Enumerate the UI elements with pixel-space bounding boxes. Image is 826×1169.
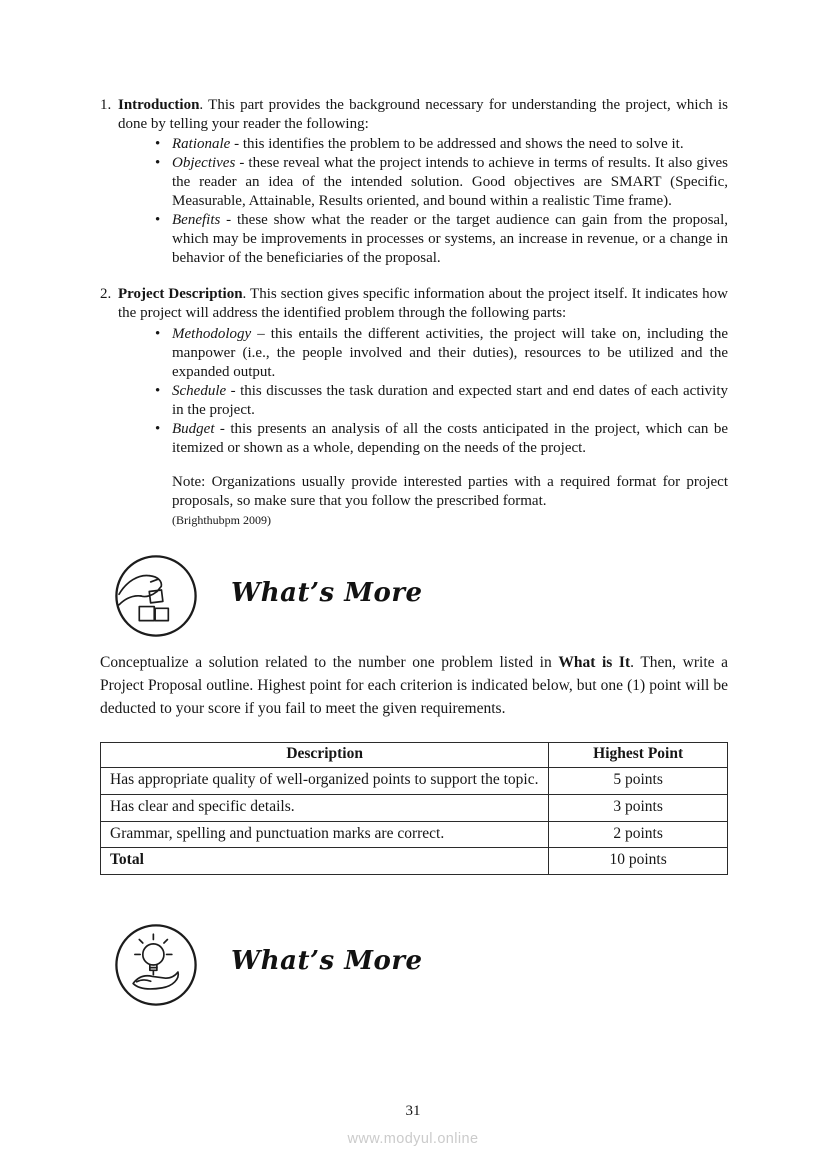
header-description: Description bbox=[101, 742, 549, 768]
bullet-paragraph bbox=[172, 135, 728, 154]
table-row bbox=[101, 768, 728, 795]
bullet-paragraph bbox=[172, 420, 728, 458]
item-body bbox=[118, 96, 728, 268]
points-cell: 3 points bbox=[549, 794, 728, 821]
bullet-term: Rationale bbox=[172, 136, 231, 153]
table-header-row bbox=[101, 742, 728, 768]
bullet-body-text: - this discusses the task duration and expected start and end dates of each activity in the project. bbox=[172, 382, 728, 418]
criterion-cell: Has appropriate quality of well-organized points to support the topic. bbox=[101, 768, 549, 795]
rubric-table bbox=[100, 742, 728, 875]
bullet-list bbox=[118, 135, 728, 268]
table-row-total bbox=[101, 848, 728, 875]
page-content bbox=[100, 96, 728, 1015]
bullet-marker: • bbox=[155, 420, 161, 437]
task-text-before: Conceptualize a solution related to the number one problem listed in bbox=[100, 654, 559, 672]
note-text: Note: Organizations usually provide interested parties with a required format for project proposals, so make sure that you follow the prescribed format. bbox=[172, 473, 728, 509]
bullet-marker: • bbox=[155, 382, 161, 399]
item-number: 2. bbox=[100, 286, 112, 303]
bullet-rationale bbox=[155, 135, 728, 154]
bullet-paragraph bbox=[172, 154, 728, 211]
what-is-it-reference: What is It bbox=[558, 654, 631, 672]
item-lead-text: . This part provides the background necessary for understanding the project, which is done by telling your reader the following: bbox=[118, 97, 728, 133]
table-row bbox=[101, 794, 728, 821]
whats-more-heading: What’s More bbox=[231, 946, 423, 977]
bullet-schedule bbox=[155, 382, 728, 420]
rubric-table-body bbox=[101, 768, 728, 875]
total-label-cell: Total bbox=[101, 848, 549, 875]
bullet-marker: • bbox=[155, 155, 161, 172]
bullet-body-text: – this entails the different activities, the project will take on, including the manpower (i.e., the people involved and their duties), resources to be utilized and the expanded output. bbox=[172, 325, 728, 380]
page-number: 31 bbox=[405, 1102, 421, 1119]
header-highest-point: Highest Point bbox=[549, 742, 728, 768]
bullet-term: Benefits bbox=[172, 212, 221, 229]
bullet-objectives bbox=[155, 154, 728, 211]
list-item-project-description bbox=[100, 285, 728, 528]
bullet-paragraph bbox=[172, 382, 728, 420]
hand-holding-lightbulb-icon bbox=[112, 921, 200, 1009]
points-cell: 5 points bbox=[549, 768, 728, 795]
item-number: 1. bbox=[100, 97, 112, 113]
bullet-term: Methodology bbox=[172, 325, 252, 342]
item-lead-paragraph bbox=[118, 285, 728, 323]
bullet-marker: • bbox=[155, 136, 161, 153]
bullet-term: Objectives bbox=[172, 155, 236, 172]
bullet-body-text: - these show what the reader or the target audience can gain from the proposal, which may be improvements in processes or systems, an increase in revenue, or a change in behavior of the beneficiaries of the proposal. bbox=[172, 212, 728, 267]
rubric-table-head bbox=[101, 742, 728, 768]
item-lead-paragraph bbox=[118, 96, 728, 134]
task-text-after: . Then, write a Project Proposal outline. Highest point for each criterion is indicated below, but one (1) point will be deducted to your score if you fail to meet the given requirements. bbox=[100, 654, 728, 717]
criterion-cell: Has clear and specific details. bbox=[101, 794, 549, 821]
item-title: Project Description bbox=[118, 286, 243, 303]
list-item-introduction bbox=[100, 96, 728, 268]
item-body bbox=[118, 285, 728, 528]
hand-stacking-blocks-icon bbox=[112, 552, 200, 640]
whats-more-heading: What’s More bbox=[231, 577, 423, 608]
bullet-list bbox=[118, 325, 728, 458]
table-row bbox=[101, 821, 728, 848]
bullet-paragraph bbox=[172, 211, 728, 268]
bullet-benefits bbox=[155, 211, 728, 268]
note-block bbox=[172, 473, 728, 528]
watermark: www.modyul.online bbox=[347, 1130, 479, 1147]
points-cell: 2 points bbox=[549, 821, 728, 848]
bullet-body-text: - this presents an analysis of all the costs anticipated in the project, which can be itemized or shown as a whole, depending on the needs of the project. bbox=[172, 420, 728, 456]
item-title: Introduction bbox=[118, 97, 200, 113]
criterion-cell: Grammar, spelling and punctuation marks are correct. bbox=[101, 821, 549, 848]
citation-text: (Brighthubpm 2009) bbox=[172, 512, 271, 527]
item-lead-text: . This section gives specific information about the project itself. It indicates how the project will address the identified problem through the following parts: bbox=[118, 286, 728, 322]
bullet-methodology bbox=[155, 325, 728, 382]
task-paragraph bbox=[100, 652, 728, 720]
bullet-paragraph bbox=[172, 325, 728, 382]
bullet-marker: • bbox=[155, 212, 161, 229]
bullet-term: Schedule bbox=[172, 382, 227, 399]
bullet-body-text: - this identifies the problem to be addressed and shows the need to solve it. bbox=[230, 136, 684, 153]
bullet-marker: • bbox=[155, 325, 161, 342]
bullet-budget bbox=[155, 420, 728, 458]
total-points-cell: 10 points bbox=[549, 848, 728, 875]
whats-more-section-1 bbox=[112, 552, 728, 640]
bullet-term: Budget bbox=[172, 420, 215, 437]
whats-more-section-2 bbox=[112, 921, 728, 1009]
bullet-body-text: - these reveal what the project intends to achieve in terms of results. It also gives the reader an idea of the intended solution. Good objectives are SMART (Specific, Measurable, Attainable, Results oriented, and bound within a realistic Time frame). bbox=[172, 155, 728, 210]
